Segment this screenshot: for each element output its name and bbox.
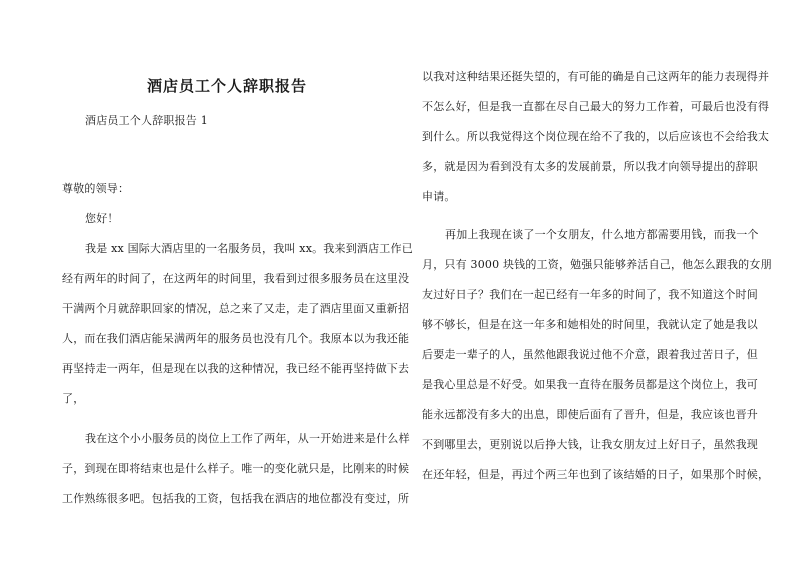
paragraph-line: 干满两个月就辞职回家的情况，总之来了又走，走了酒店里面又重新招 bbox=[62, 302, 410, 315]
paragraph-line: 友过好日子？我们在一起已经有一年多的时间了，我不知道这个时间 bbox=[422, 288, 758, 301]
greeting: 您好！ bbox=[85, 212, 119, 225]
paragraph-line: 是我心里总是不好受。如果我一直待在服务员都是这个岗位上，我可 bbox=[422, 378, 758, 391]
paragraph-line: 够不够长，但是在这一年多和她相处的时间里，我就认定了她是我以 bbox=[422, 318, 758, 331]
paragraph-line: 多，就是因为看到没有太多的发展前景，所以我才向领导提出的辞职 bbox=[422, 160, 758, 173]
paragraph-line: 工作熟练很多吧。包括我的工资，包括我在酒店的地位都没有变过，所 bbox=[62, 492, 410, 505]
paragraph-line: 再加上我现在谈了一个女朋友，什么地方都需要用钱，而我一个 bbox=[445, 228, 759, 241]
paragraph-line: 我在这个小小服务员的岗位上工作了两年，从一开始进来是什么样 bbox=[85, 432, 410, 445]
document-title: 酒店员工个人辞职报告 bbox=[146, 77, 307, 95]
paragraph-line: 我是 xx 国际大酒店里的一名服务员，我叫 xx。我来到酒店工作已 bbox=[85, 242, 413, 255]
paragraph-line: 再坚持走一两年，但是现在以我的这种情况，我已经不能再坚持做下去 bbox=[62, 362, 410, 375]
paragraph-line: 在还年轻，但是，再过个两三年也到了该结婚的日子，如果那个时候， bbox=[422, 468, 770, 481]
paragraph-line: 了， bbox=[62, 392, 85, 405]
salutation: 尊敬的领导： bbox=[62, 182, 130, 195]
paragraph-line: 以我对这种结果还挺失望的，有可能的确是自己这两年的能力表现得并 bbox=[422, 70, 770, 83]
paragraph-line: 到什么。所以我觉得这个岗位现在给不了我的，以后应该也不会给我太 bbox=[422, 130, 770, 143]
document-subtitle: 酒店员工个人辞职报告 1 bbox=[85, 114, 208, 127]
paragraph-line: 子，到现在即将结束也是什么样子。唯一的变化就只是，比刚来的时候 bbox=[62, 462, 410, 475]
paragraph-line: 经有两年的时间了，在这两年的时间里，我看到过很多服务员在这里没 bbox=[62, 272, 410, 285]
paragraph-line: 人，而在我们酒店能呆满两年的服务员也没有几个。我原本以为我还能 bbox=[62, 332, 410, 345]
paragraph-line: 不到哪里去，更别说以后挣大钱，让我女朋友过上好日子，虽然我现 bbox=[422, 438, 758, 451]
paragraph-line: 能永远都没有多大的出息，即使后面有了晋升，但是，我应该也晋升 bbox=[422, 408, 758, 421]
paragraph-line: 月，只有 3000 块钱的工资，勉强只能够养活自己，他怎么跟我的女朋 bbox=[422, 258, 772, 271]
paragraph-line: 不怎么好，但是我一直都在尽自己最大的努力工作着，可最后也没有得 bbox=[422, 100, 770, 113]
paragraph-line: 申请。 bbox=[422, 190, 456, 203]
paragraph-line: 后要走一辈子的人，虽然他跟我说过他不介意，跟着我过苦日子，但 bbox=[422, 348, 758, 361]
